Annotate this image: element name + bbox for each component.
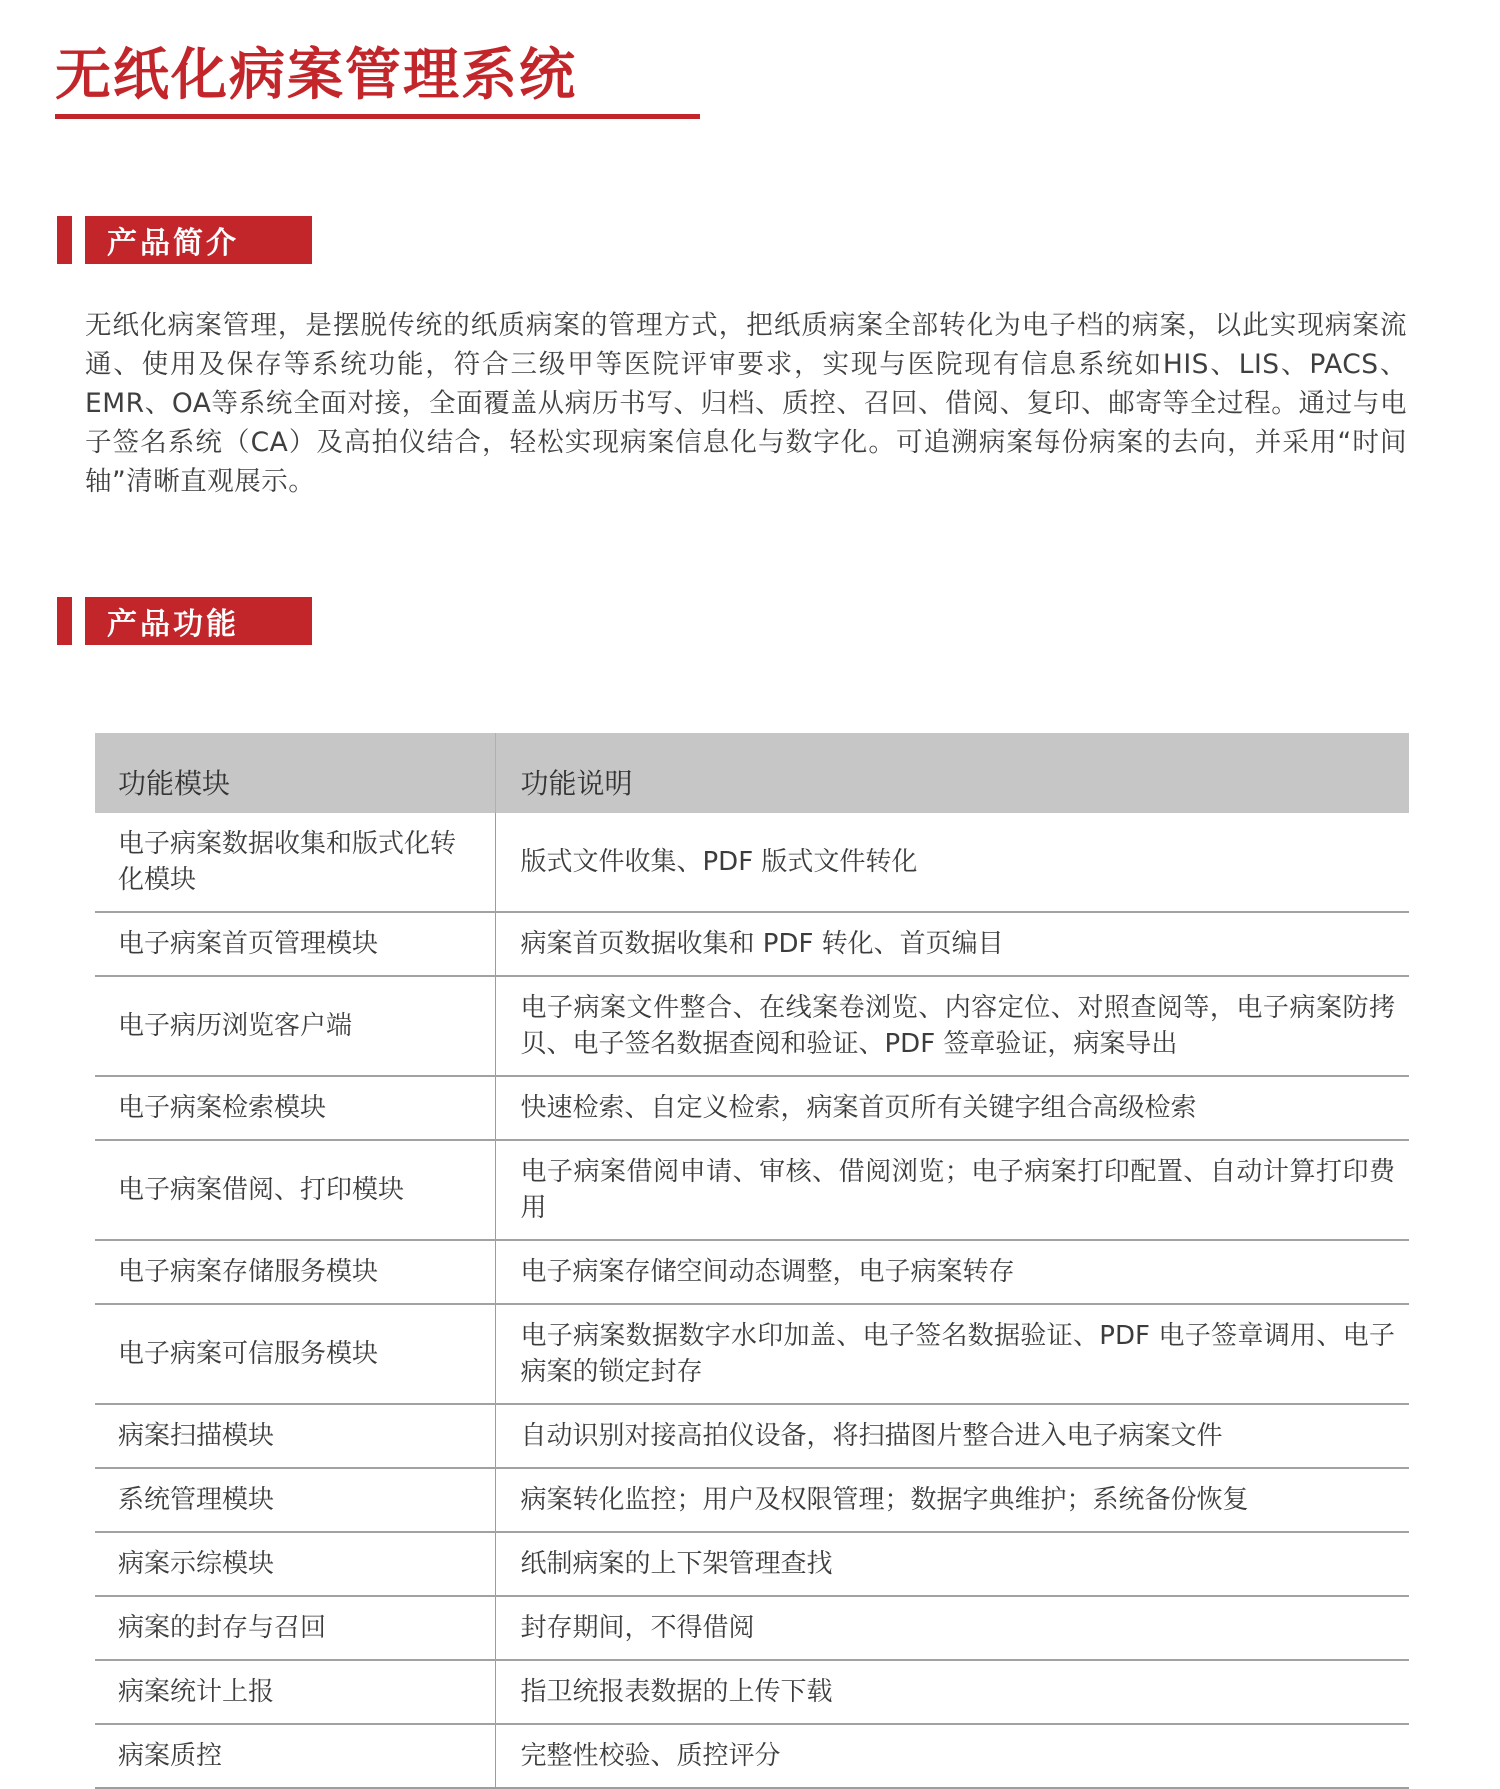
features-table-body [95, 813, 1409, 1788]
table-row [95, 1660, 1409, 1724]
table-row [95, 1468, 1409, 1532]
table-header-row [95, 733, 1409, 813]
description-cell: 自动识别对接高拍仪设备，将扫描图片整合进入电子病案文件 [495, 1404, 1409, 1468]
module-cell: 电子病案存储服务模块 [95, 1240, 495, 1304]
module-cell: 病案示综模块 [95, 1532, 495, 1596]
section-header-intro [0, 216, 1500, 264]
features-table-container [95, 733, 1409, 1789]
features-table-header [95, 733, 1409, 813]
module-cell: 电子病案首页管理模块 [95, 912, 495, 976]
module-cell: 电子病历浏览客户端 [95, 976, 495, 1076]
intro-paragraph: 无纸化病案管理，是摆脱传统的纸质病案的管理方式，把纸质病案全部转化为电子档的病案，以此实现病案流通、使用及保存等系统功能，符合三级甲等医院评审要求，实现与医院现有信息系统如HIS、LIS、PACS、EMR、OA等系统全面对接，全面覆盖从病历书写、归档、质控、召回、借阅、复印、邮寄等全过程。通过与电子签名系统（CA）及高拍仪结合，轻松实现病案信息化与数字化。可追溯病案每份病案的去向，并采用“时间轴”清晰直观展示。 [85, 310, 1407, 498]
module-cell: 电子病案检索模块 [95, 1076, 495, 1140]
table-row [95, 1596, 1409, 1660]
table-row [95, 1404, 1409, 1468]
table-row [95, 813, 1409, 912]
module-cell: 电子病案数据收集和版式化转化模块 [95, 813, 495, 912]
description-cell: 病案转化监控；用户及权限管理；数据字典维护；系统备份恢复 [495, 1468, 1409, 1532]
module-cell: 病案扫描模块 [95, 1404, 495, 1468]
description-cell: 电子病案数据数字水印加盖、电子签名数据验证、PDF 电子签章调用、电子病案的锁定封存 [495, 1304, 1409, 1404]
module-cell: 病案的封存与召回 [95, 1596, 495, 1660]
module-cell: 病案统计上报 [95, 1660, 495, 1724]
description-cell: 封存期间，不得借阅 [495, 1596, 1409, 1660]
features-table [95, 733, 1409, 1789]
table-row [95, 976, 1409, 1076]
module-cell: 病案质控 [95, 1724, 495, 1788]
title-underline [55, 114, 700, 119]
section-heading-intro: 产品简介 [85, 216, 312, 264]
section-accent-bar [57, 597, 72, 645]
module-cell: 电子病案可信服务模块 [95, 1304, 495, 1404]
table-row [95, 912, 1409, 976]
description-cell: 纸制病案的上下架管理查找 [495, 1532, 1409, 1596]
description-cell: 指卫统报表数据的上传下载 [495, 1660, 1409, 1724]
table-row [95, 1240, 1409, 1304]
description-cell: 电子病案存储空间动态调整，电子病案转存 [495, 1240, 1409, 1304]
description-cell: 电子病案借阅申请、审核、借阅浏览；电子病案打印配置、自动计算打印费用 [495, 1140, 1409, 1240]
section-accent-bar [57, 216, 72, 264]
table-row [95, 1140, 1409, 1240]
description-cell: 电子病案文件整合、在线案卷浏览、内容定位、对照查阅等，电子病案防拷贝、电子签名数据查阅和验证、PDF 签章验证，病案导出 [495, 976, 1409, 1076]
section-heading-features: 产品功能 [85, 597, 312, 645]
section-header-features [0, 597, 1500, 645]
table-row [95, 1724, 1409, 1788]
table-row [95, 1076, 1409, 1140]
module-cell: 系统管理模块 [95, 1468, 495, 1532]
module-cell: 电子病案借阅、打印模块 [95, 1140, 495, 1240]
page-title: 无纸化病案管理系统 [55, 43, 577, 108]
table-row [95, 1532, 1409, 1596]
column-header-description: 功能说明 [495, 733, 1409, 813]
table-row [95, 1304, 1409, 1404]
description-cell: 版式文件收集、PDF 版式文件转化 [520, 847, 918, 878]
description-cell: 完整性校验、质控评分 [495, 1724, 1409, 1788]
description-cell: 病案首页数据收集和 PDF 转化、首页编目 [495, 912, 1409, 976]
column-header-module: 功能模块 [95, 733, 495, 813]
description-cell: 快速检索、自定义检索，病案首页所有关键字组合高级检索 [495, 1076, 1409, 1140]
